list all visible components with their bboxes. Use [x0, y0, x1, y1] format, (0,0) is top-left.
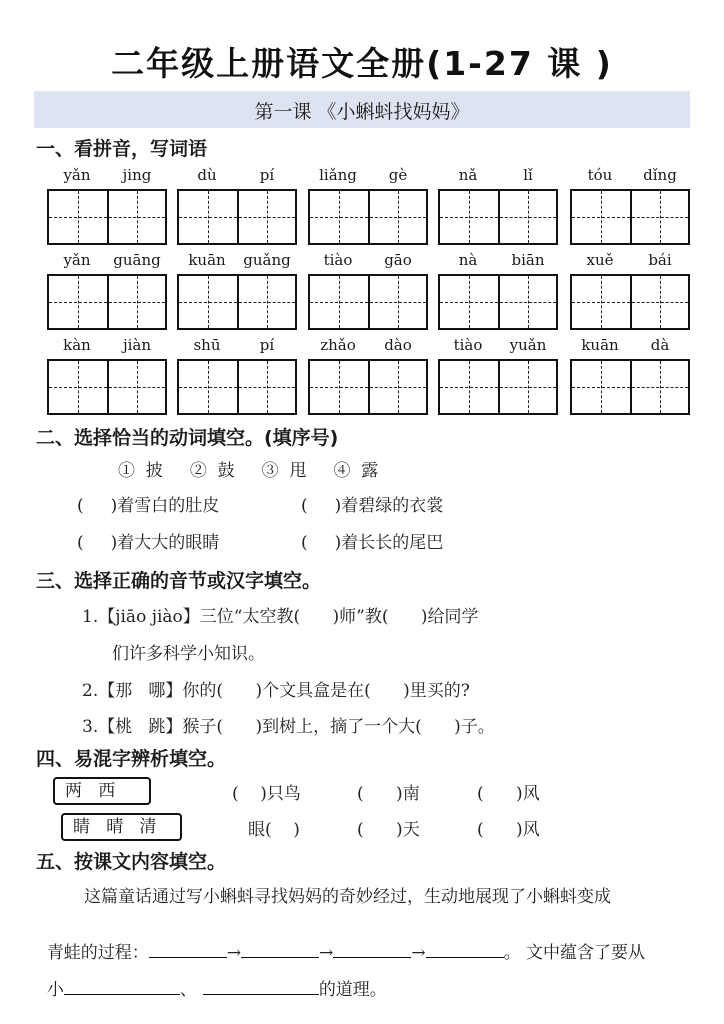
paragraph-line-2-end: 。 文中蕴含了要从 — [503, 943, 645, 963]
writing-cell[interactable] — [498, 276, 556, 328]
writing-cell[interactable] — [368, 361, 426, 413]
guide-line — [440, 302, 498, 303]
question-1-line-2: 们许多科学小知识。 — [112, 644, 265, 664]
confusable-blank-2-3[interactable]: ( )风 — [477, 820, 540, 840]
pinyin-label: tiào — [323, 251, 353, 269]
guide-line — [109, 217, 165, 218]
guide-line — [49, 387, 107, 388]
tian-zi-ge-box[interactable] — [438, 189, 558, 245]
question-3[interactable]: 3.【桃 跳】猴子( )到树上，摘了一个大( )子。 — [82, 717, 495, 737]
section-2-heading: 二、选择恰当的动词填空。(填序号) — [36, 427, 339, 449]
pinyin-label: guǎng — [243, 251, 291, 269]
section-4-heading: 四、易混字辨析填空。 — [36, 748, 227, 770]
writing-cell[interactable] — [630, 276, 688, 328]
guide-line — [572, 387, 630, 388]
writing-cell[interactable] — [440, 191, 498, 243]
pinyin-label: kuān — [188, 251, 226, 269]
question-2[interactable]: 2.【那 哪】你的( )个文具盒是在( )里买的? — [82, 681, 470, 701]
writing-cell[interactable] — [368, 191, 426, 243]
writing-cell[interactable] — [572, 276, 630, 328]
guide-line — [500, 302, 556, 303]
writing-cell[interactable] — [498, 191, 556, 243]
pinyin-label: pí — [259, 166, 275, 184]
paragraph-line-3-end: 的道理。 — [318, 980, 387, 1000]
guide-line — [49, 302, 107, 303]
fill-item-1[interactable]: ( )着雪白的肚皮 — [77, 496, 220, 516]
arrow-icon: → — [226, 943, 242, 963]
pinyin-label: lǐ — [523, 166, 533, 184]
arrow-icon: → — [411, 943, 426, 963]
document-title: 二年级上册语文全册(1-27 课 ) — [111, 44, 613, 83]
writing-cell[interactable] — [107, 361, 165, 413]
tian-zi-ge-box[interactable] — [47, 189, 167, 245]
pinyin-label: bái — [648, 251, 672, 269]
guide-line — [179, 217, 237, 218]
writing-cell[interactable] — [630, 191, 688, 243]
pinyin-label: nǎ — [458, 166, 478, 184]
guide-line — [370, 387, 426, 388]
writing-cell[interactable] — [49, 191, 107, 243]
question-1-line-1[interactable]: 1.【jiāo jiào】三位“太空教( )师”教( )给同学 — [82, 607, 479, 627]
section-3-heading: 三、选择正确的音节或汉字填空。 — [36, 570, 322, 592]
writing-cell[interactable] — [49, 361, 107, 413]
writing-cell[interactable] — [179, 276, 237, 328]
tian-zi-ge-box[interactable] — [438, 359, 558, 415]
guide-line — [239, 387, 295, 388]
confusable-blank-1-3[interactable]: ( )风 — [477, 784, 540, 804]
pinyin-label: dà — [650, 336, 670, 354]
confusable-blank-1-2[interactable]: ( )南 — [357, 784, 420, 804]
fill-item-3[interactable]: ( )着大大的眼睛 — [77, 533, 220, 553]
pinyin-label: yuǎn — [509, 336, 547, 354]
pinyin-label: biān — [511, 251, 545, 269]
char-choice-box-2: 睛 晴 清 — [61, 813, 182, 841]
guide-line — [239, 302, 295, 303]
pinyin-label: jing — [122, 166, 152, 184]
confusable-blank-1-1[interactable]: ( )只鸟 — [232, 784, 301, 804]
pinyin-label: gè — [388, 166, 408, 184]
writing-cell[interactable] — [310, 361, 368, 413]
tian-zi-ge-box[interactable] — [570, 359, 690, 415]
pinyin-label: yǎn — [63, 166, 91, 184]
pinyin-label: guāng — [113, 251, 161, 269]
tian-zi-ge-box[interactable] — [570, 274, 690, 330]
writing-cell[interactable] — [237, 276, 295, 328]
guide-line — [440, 387, 498, 388]
tian-zi-ge-box[interactable] — [177, 274, 297, 330]
writing-cell[interactable] — [310, 276, 368, 328]
pinyin-label: dù — [197, 166, 217, 184]
guide-line — [572, 217, 630, 218]
pinyin-label: dǐng — [643, 166, 677, 184]
tian-zi-ge-box[interactable] — [438, 274, 558, 330]
tian-zi-ge-box[interactable] — [177, 359, 297, 415]
guide-line — [49, 217, 107, 218]
pinyin-label: xuě — [586, 251, 614, 269]
tian-zi-ge-box[interactable] — [308, 189, 428, 245]
pinyin-label: gāo — [384, 251, 412, 269]
writing-cell[interactable] — [237, 191, 295, 243]
section-5-heading: 五、按课文内容填空。 — [36, 851, 227, 873]
writing-cell[interactable] — [440, 361, 498, 413]
pinyin-label: dào — [384, 336, 412, 354]
pinyin-label: jiàn — [122, 336, 152, 354]
guide-line — [572, 302, 630, 303]
tian-zi-ge-box[interactable] — [308, 359, 428, 415]
pinyin-label: shū — [193, 336, 221, 354]
guide-line — [109, 387, 165, 388]
section-1-heading: 一、看拼音，写词语 — [36, 138, 208, 160]
paragraph-line-2-start: 青蛙的过程： — [46, 943, 149, 963]
tian-zi-ge-box[interactable] — [308, 274, 428, 330]
guide-line — [632, 217, 688, 218]
paragraph-line-3-start: 小 — [46, 980, 64, 1000]
guide-line — [179, 387, 237, 388]
writing-cell[interactable] — [440, 276, 498, 328]
guide-line — [310, 217, 368, 218]
guide-line — [179, 302, 237, 303]
pinyin-label: nà — [458, 251, 478, 269]
pinyin-label: zhǎo — [320, 336, 356, 354]
tian-zi-ge-box[interactable] — [570, 189, 690, 245]
guide-line — [632, 302, 688, 303]
writing-cell[interactable] — [310, 191, 368, 243]
stage-blank-4[interactable] — [426, 939, 504, 958]
guide-line — [370, 217, 426, 218]
writing-cell[interactable] — [572, 361, 630, 413]
lesson-blank-2[interactable] — [203, 976, 319, 995]
lesson-blank-1[interactable] — [64, 976, 180, 995]
char-choice-box-1: 两 西 — [53, 777, 151, 805]
tian-zi-ge-box[interactable] — [47, 359, 167, 415]
pinyin-label: pí — [259, 336, 275, 354]
lesson-banner-title: 第一课 《小蝌蚪找妈妈》 — [254, 101, 470, 123]
writing-cell[interactable] — [630, 361, 688, 413]
confusable-blank-2-2[interactable]: ( )天 — [357, 820, 420, 840]
guide-line — [370, 302, 426, 303]
pinyin-label: kàn — [63, 336, 91, 354]
guide-line — [632, 387, 688, 388]
guide-line — [310, 302, 368, 303]
tian-zi-ge-box[interactable] — [177, 189, 297, 245]
writing-cell[interactable] — [498, 361, 556, 413]
guide-line — [440, 217, 498, 218]
tian-zi-ge-box[interactable] — [47, 274, 167, 330]
confusable-blank-2-1[interactable]: 眼( ) — [248, 820, 300, 840]
guide-line — [109, 302, 165, 303]
pinyin-label: liǎng — [319, 166, 357, 184]
verb-options: ① 披 ② 鼓 ③ 甩 ④ 露 — [118, 461, 379, 481]
writing-cell[interactable] — [179, 361, 237, 413]
paragraph-line-3-sep: 、 — [179, 980, 197, 1000]
arrow-icon: → — [319, 943, 334, 963]
writing-cell[interactable] — [107, 276, 165, 328]
writing-cell[interactable] — [179, 191, 237, 243]
paragraph-line-1: 这篇童话通过写小蝌蚪寻找妈妈的奇妙经过，生动地展现了小蝌蚪变成 — [84, 887, 611, 907]
writing-cell[interactable] — [237, 361, 295, 413]
guide-line — [500, 387, 556, 388]
pinyin-label: tiào — [453, 336, 483, 354]
pinyin-label: tóu — [587, 166, 613, 184]
pinyin-label: kuān — [581, 336, 619, 354]
writing-cell[interactable] — [107, 191, 165, 243]
pinyin-label: yǎn — [63, 251, 91, 269]
guide-line — [310, 387, 368, 388]
writing-cell[interactable] — [572, 191, 630, 243]
guide-line — [500, 217, 556, 218]
fill-item-4[interactable]: ( )着长长的尾巴 — [301, 533, 444, 553]
writing-cell[interactable] — [49, 276, 107, 328]
writing-cell[interactable] — [368, 276, 426, 328]
paragraph-line-3 — [36, 955, 387, 1000]
fill-item-2[interactable]: ( )着碧绿的衣裳 — [301, 496, 444, 516]
guide-line — [239, 217, 295, 218]
